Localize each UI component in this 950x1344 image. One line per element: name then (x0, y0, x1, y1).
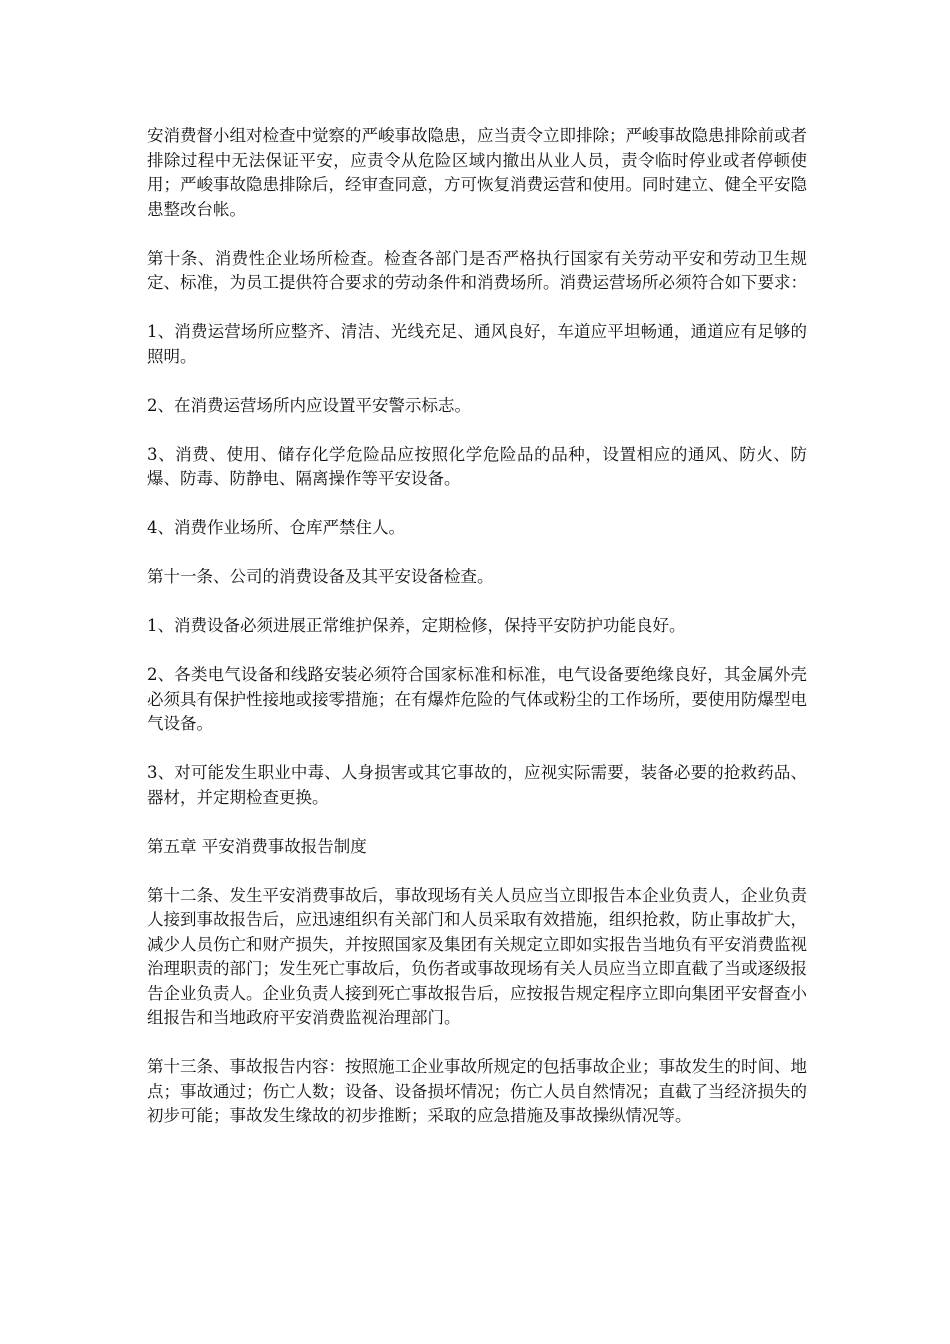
paragraph-item-4-no-residence: 4、消费作业场所、仓库严禁住人。 (147, 518, 405, 537)
document-page (147, 124, 807, 1153)
paragraph-article-13: 第十三条、事故报告内容：按照施工企业事故所规定的包括事故企业；事故发生的时间、地点；事故通过；伤亡人数；设备、设备损坏情况；伤亡人员自然情况；直截了当经济损失的初步可能；事故发生缘故的初步推断；采取的应急措施及事故操纵情况等。 (147, 1057, 807, 1125)
paragraph-article-10: 第十条、消费性企业场所检查。检查各部门是否严格执行国家有关劳动平安和劳动卫生规定、标准，为员工提供符合要求的劳动条件和消费场所。消费运营场所必须符合如下要求： (147, 248, 807, 292)
paragraph-item-3-first-aid: 3、对可能发生职业中毒、人身损害或其它事故的，应视实际需要，装备必要的抢救药品、器材，并定期检查更换。 (147, 763, 807, 807)
paragraph-article-11: 第十一条、公司的消费设备及其平安设备检查。 (147, 567, 494, 586)
paragraph-item-1-maintenance: 1、消费设备必须进展正常维护保养，定期检修，保持平安防护功能良好。 (147, 616, 686, 635)
chapter-5-heading: 第五章 平安消费事故报告制度 (147, 836, 367, 856)
paragraph-item-2-electrical: 2、各类电气设备和线路安装必须符合国家标准和标准，电气设备要绝缘良好，其金属外壳必须具有保护性接地或接零措施；在有爆炸危险的气体或粉尘的工作场所，要使用防爆型电气设备。 (147, 665, 807, 733)
paragraph-item-2-signs: 2、在消费运营场所内应设置平安警示标志。 (147, 395, 471, 415)
paragraph-article-12: 第十二条、发生平安消费事故后，事故现场有关人员应当立即报告本企业负责人，企业负责人接到事故报告后，应迅速组织有关部门和人员采取有效措施，组织抢救，防止事故扩大，减少人员伤亡和财产损失，并按照国家及集团有关规定立即如实报告当地负有平安消费监视治理职责的部门；发生死亡事故后，负伤者或事故现场有关人员应当立即直截了当或逐级报告企业负责人。企业负责人接到死亡事故报告后，应按报告规定程序立即向集团平安督查小组报告和当地政府平安消费监视治理部门。 (147, 885, 807, 1027)
paragraph-item-3-chemicals: 3、消费、使用、储存化学危险品应按照化学危险品的品种，设置相应的通风、防火、防爆、防毒、防静电、隔离操作等平安设备。 (147, 444, 807, 488)
paragraph-hazard-rectification: 安消费督小组对检查中觉察的严峻事故隐患，应当责令立即排除；严峻事故隐患排除前或者排除过程中无法保证平安，应责令从危险区域内撤出从业人员，责令临时停业或者停顿使用；严峻事故隐患排除后，经审查同意，方可恢复消费运营和使用。同时建立、健全平安隐患整改台帐。 (147, 126, 807, 219)
paragraph-item-1-workplace: 1、消费运营场所应整齐、清洁、光线充足、通风良好，车道应平坦畅通，通道应有足够的照明。 (147, 322, 807, 366)
